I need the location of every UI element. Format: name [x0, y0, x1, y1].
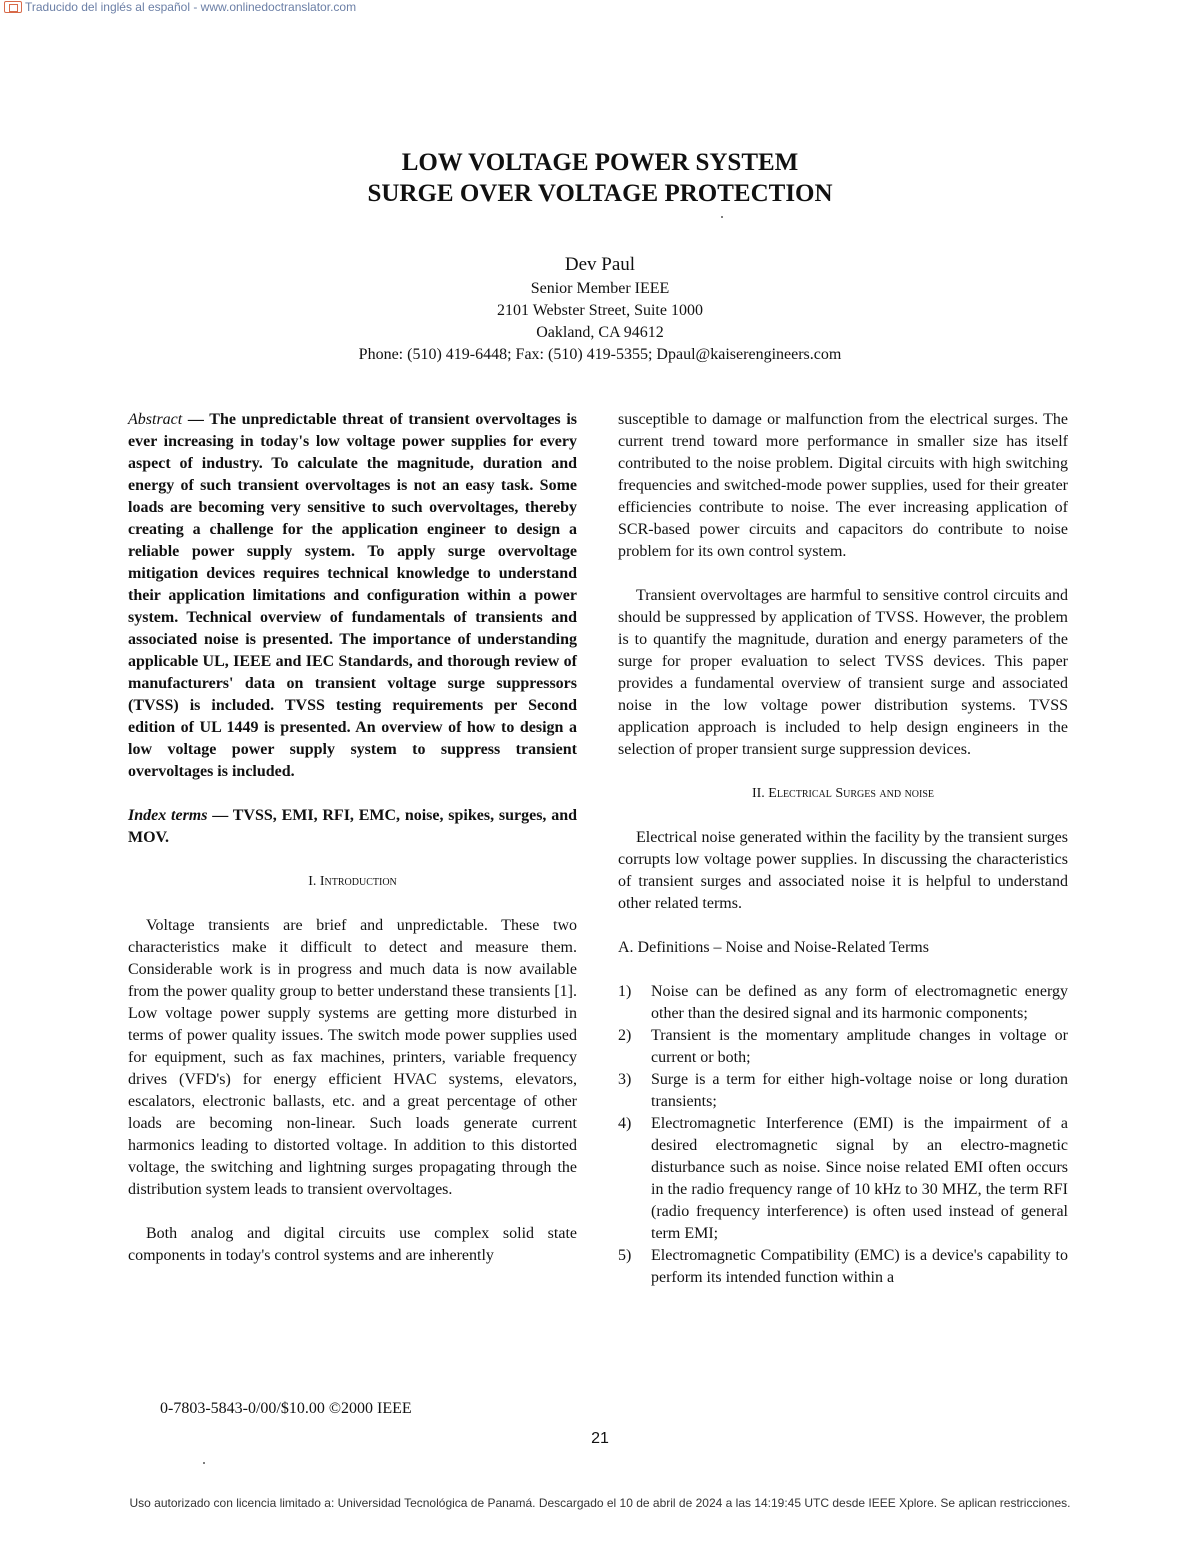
- author-name: Dev Paul: [564, 254, 636, 275]
- author-street: 2101 Webster Street, Suite 1000: [497, 302, 703, 319]
- list-item-text: Electromagnetic Compatibility (EMC) is a device's capability to perform its intended function within a: [651, 1247, 1068, 1286]
- list-item-number: 4): [618, 1115, 632, 1132]
- list-item: [618, 981, 1068, 1025]
- list-item: [618, 1113, 1068, 1245]
- author-block: [0, 252, 1200, 366]
- paper-title-line-2: SURGE OVER VOLTAGE PROTECTION: [367, 180, 833, 207]
- list-item-text: Surge is a term for either high-voltage noise or long duration transients;: [651, 1071, 1068, 1110]
- list-item: [618, 1025, 1068, 1069]
- list-item-number: 3): [618, 1071, 632, 1088]
- definitions-list: [618, 981, 1068, 1289]
- subsection-heading-definitions: A. Definitions – Noise and Noise-Related Terms: [618, 939, 929, 956]
- list-item-text: Electromagnetic Interference (EMI) is the impairment of a desired electromagnetic signal by an electro-magnetic disturbance such as noise. Since noise related EMI often occurs in the radio frequency range of 10 kHz to 30 MHZ, the term RFI (radio frequency interference) is often used instead of general term EMI;: [651, 1115, 1068, 1242]
- left-column: [128, 409, 577, 1267]
- copyright-notice: 0-7803-5843-0/00/$10.00 ©2000 IEEE: [160, 1400, 412, 1417]
- right-column: [618, 409, 1068, 1289]
- index-terms-text: — TVSS, EMI, RFI, EMC, noise, spikes, surges, and MOV.: [128, 807, 578, 846]
- page-number: 21: [591, 1430, 609, 1447]
- right-paragraph-1: susceptible to damage or malfunction from the electrical surges. The current trend toward more performance in smaller size has itself contributed to the noise problem. Digital circuits with high switching frequencies and switched-mode power supplies, used for their greater efficiencies contribute to noise. The ever increasing application of SCR-based power circuits and capacitors do contribute to noise problem for its own control system.: [618, 411, 1068, 560]
- surges-paragraph-1: Electrical noise generated within the facility by the transient surges corrupts low voltage power supplies. In discussing the characteristics of transient surges and associated noise it is helpful to understand other related terms.: [618, 829, 1068, 912]
- section-heading-introduction: I. Introduction: [308, 874, 397, 889]
- intro-paragraph-2: Both analog and digital circuits use complex solid state components in today's control systems and are inherently: [128, 1225, 577, 1264]
- list-item-number: 5): [618, 1247, 632, 1264]
- paper-title-line-1: LOW VOLTAGE POWER SYSTEM: [401, 149, 799, 176]
- right-paragraph-2: Transient overvoltages are harmful to sensitive control circuits and should be suppressed by application of TVSS. However, the problem is to quantify the magnitude, duration and energy parameters of the surge for proper evaluation to select TVSS devices. This paper provides a fundamental overview of transient surge and associated noise in the low voltage power distribution systems. TVSS application approach is included to help design engineers in the selection of proper transient surge suppression devices.: [618, 587, 1068, 758]
- translator-banner: [4, 0, 356, 14]
- list-item-number: 1): [618, 983, 632, 1000]
- abstract-lead: Abstract: [128, 411, 183, 428]
- author-role: Senior Member IEEE: [530, 280, 670, 297]
- author-city: Oakland, CA 94612: [536, 324, 664, 341]
- section-heading-surges: II. Electrical Surges and noise: [751, 786, 935, 801]
- list-item-text: Noise can be defined as any form of electromagnetic energy other than the desired signal and its harmonic components;: [651, 983, 1068, 1022]
- list-item: [618, 1069, 1068, 1113]
- index-terms-lead: Index terms: [128, 807, 208, 824]
- list-item-number: 2): [618, 1027, 632, 1044]
- author-contact: Phone: (510) 419-6448; Fax: (510) 419-5355; Dpaul@kaiserengineers.com: [358, 346, 842, 363]
- speck: [203, 1462, 205, 1464]
- list-item-text: Transient is the momentary amplitude changes in voltage or current or both;: [651, 1027, 1068, 1066]
- license-notice: Uso autorizado con licencia limitado a: Universidad Tecnológica de Panamá. Descargado el 10 de abril de 2024 a las 14:19:45 UTC desde IEEE Xplore. Se aplican restricciones.: [129, 1496, 1071, 1510]
- speck: [721, 216, 723, 218]
- abstract: [128, 409, 577, 783]
- list-item: [618, 1245, 1068, 1289]
- intro-paragraph-1: Voltage transients are brief and unpredictable. These two characteristics make it difficult to detect and measure them. Considerable work is in progress and much data is now available from the power quality group to better understand these transients [1]. Low voltage power supply systems are getting more disturbed in terms of power quality issues. The switch mode power supplies used for equipment, such as fax machines, printers, variable frequency drives (VFD's) for energy efficient HVAC systems, elevators, escalators, electronic ballasts, etc. and a great percentage of other loads are becoming non-linear. Such loads generate current harmonics leading to distorted voltage. In addition to this distorted voltage, the switching and lightning surges propagating through the distribution system leads to transient overvoltages.: [128, 917, 577, 1198]
- translator-banner-text: Traducido del inglés al español - www.onlinedoctranslator.com: [25, 0, 357, 14]
- abstract-text: — The unpredictable threat of transient overvoltages is ever increasing in today's low voltage power supplies for every aspect of industry. To calculate the magnitude, duration and energy of such transient overvoltages is not an easy task. Some loads are becoming very sensitive to such overvoltages, thereby creating a challenge for the application engineer to design a reliable power supply system. To apply surge overvoltage mitigation devices requires technical knowledge to understand their application limitations and configuration within a power system. Technical overview of fundamentals of transients and associated noise is presented. The importance of understanding applicable UL, IEEE and IEC Standards, and thorough review of manufacturers' data on transient voltage surge suppressors (TVSS) is included. TVSS testing requirements per Second edition of UL 1449 is presented. An overview of how to design a low voltage power supply system to suppress transient overvoltages is included.: [128, 411, 577, 780]
- translator-logo-icon: [4, 1, 22, 13]
- index-terms: [128, 805, 577, 849]
